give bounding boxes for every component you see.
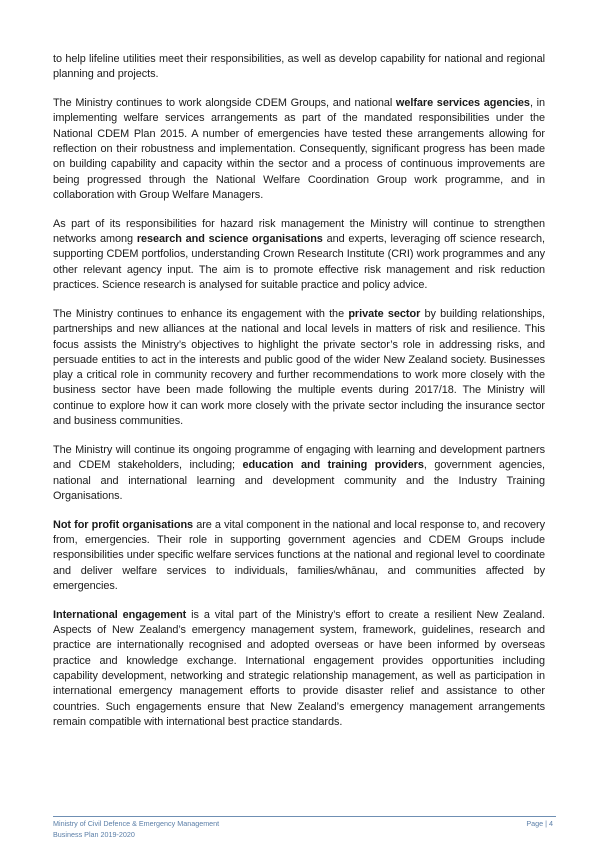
- footer-org-name: Ministry of Civil Defence & Emergency Management: [53, 819, 220, 828]
- paragraph-private-sector: [53, 307, 545, 429]
- footer-divider: [53, 816, 556, 817]
- paragraph-education-training: [53, 443, 545, 504]
- text-segment: by building relationships, partnerships and new alliances at the national and local levels in matters of risk and resilience. This focus assists the Ministry’s objectives to highlight the private sector’s role in addressing risks, and persuade entities to act in the interests and public good of the wider New Zealand society. Businesses play a critical role in community recovery and further recommendations to work more closely with the business sector have been made following the multiple events during 2017/18. The Ministry will continue to explore how it can work more closely with the private sector including the insurance sector and business communities.: [53, 307, 545, 428]
- text-segment: As part of its responsibilities for hazard risk management the Ministry will continue to strengthen networks among: [53, 217, 545, 246]
- paragraph-welfare-services: [53, 96, 545, 203]
- text-segment: and experts, leveraging off science research, supporting CDEM portfolios, understanding Crown Research Institute (CRI) work programmes and any other relevant agency input. The aim is to promote effective risk management and risk reduction practices. Science research is analysed for suitable practice and policy advice.: [53, 233, 545, 292]
- body-text: [53, 52, 545, 744]
- paragraph-not-for-profit: [53, 518, 545, 594]
- text-segment: are a vital component in the national and local response to, and recovery from, emergencies. Their role in supporting government agencies and CDEM Groups include responsibilities under specific welfare services functions at the national and regional level to coordinate and deliver welfare services to individuals, families/whānau, and communities affected by emergencies.: [53, 518, 546, 592]
- footer-page-number: Page | 4: [526, 819, 553, 828]
- paragraph-lifeline-utilities: [53, 52, 545, 83]
- text-segment: The Ministry continues to enhance its engagement with the: [53, 307, 349, 320]
- text-segment: to help lifeline utilities meet their responsibilities, as well as develop capability for national and regional planning and projects.: [53, 53, 545, 81]
- footer-doc-title: Business Plan 2019-2020: [53, 829, 135, 839]
- text-segment: , in implementing welfare services arrangements as part of the mandated responsibilities under the National CDEM Plan 2015. A number of emergencies have tested these arrangements allowing for reflection on their robustness and implementation. Consequently, significant progress has been made on building capability and capacity within the sector and a process of continuous improvements are being progressed through the National Welfare Coordination Group work programme, and in collaboration with Group Welfare Managers.: [53, 97, 545, 201]
- bold-term: welfare services agencies: [395, 97, 530, 110]
- bold-term: International engagement: [53, 608, 187, 621]
- bold-term: research and science organisations: [136, 233, 323, 246]
- text-segment: is a vital part of the Ministry’s effort to create a resilient New Zealand. Aspects of New Zealand’s emergency management system, framework, guidelines, research and practice are internationally recognised and adopted overseas or have been informed by overseas practice and knowledge exchange. International engagement provides opportunities including capability development, networking and strategic relationship management, as well as participation in international emergency management efforts to provide disaster relief and assistance to other countries. Such engagements ensure that New Zealand’s emergency management arrangements remain compatible with international best practice standards.: [53, 608, 546, 728]
- bold-term: Not for profit organisations: [53, 518, 194, 531]
- text-segment: , government agencies, national and international learning and development community and the Industry Training Organisations.: [53, 459, 545, 502]
- paragraph-research-science: [53, 217, 545, 293]
- paragraph-international-engagement: [53, 608, 545, 730]
- text-segment: The Ministry continues to work alongside CDEM Groups, and national: [53, 97, 396, 110]
- bold-term: private sector: [348, 307, 421, 320]
- footer-document-info: [53, 819, 219, 840]
- text-segment: The Ministry will continue its ongoing programme of engaging with learning and development partners and CDEM stakeholders, including;: [53, 443, 545, 472]
- bold-term: education and training providers: [242, 459, 424, 472]
